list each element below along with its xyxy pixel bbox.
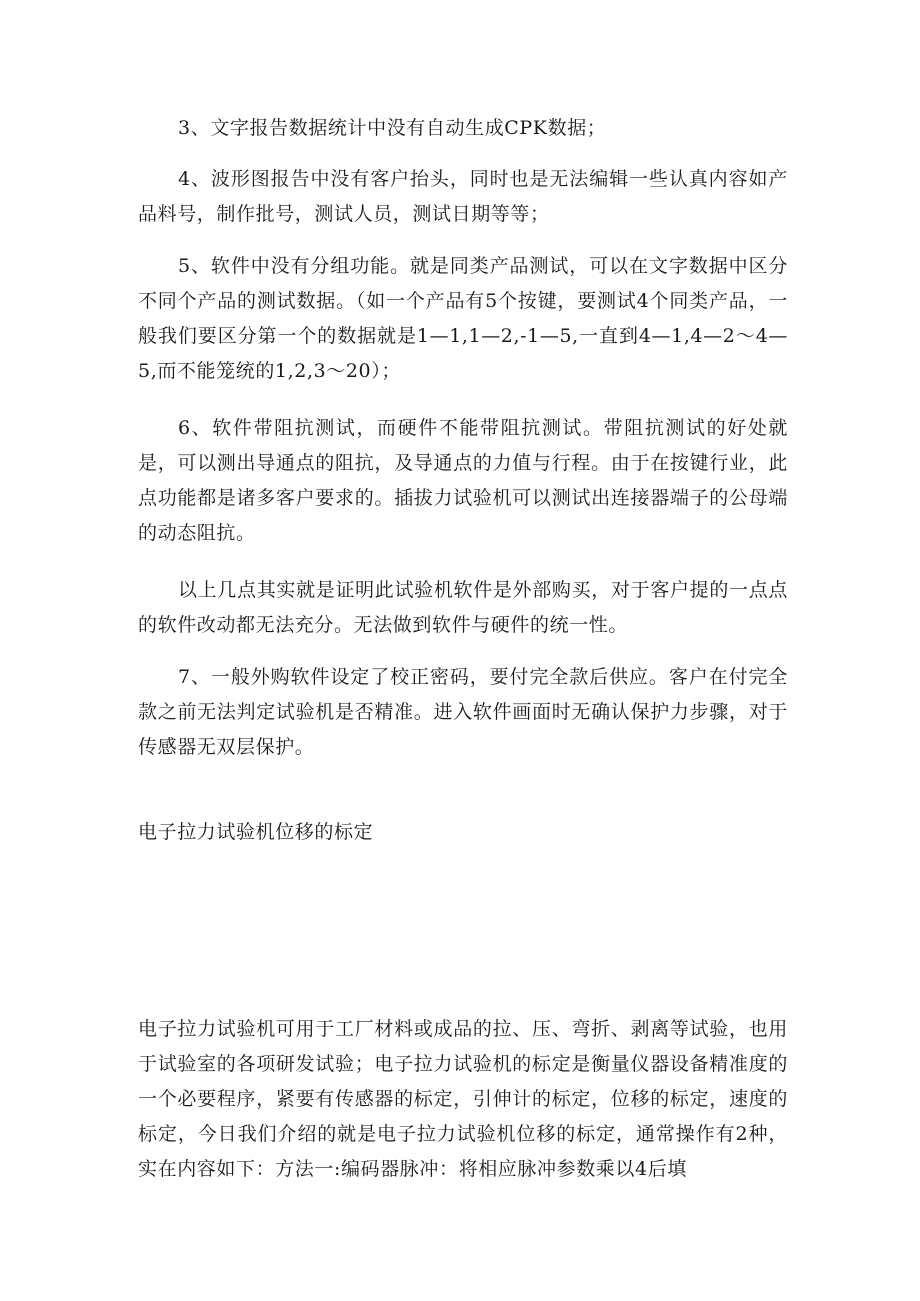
section-body-paragraph: 电子拉力试验机可用于工厂材料或成品的拉、压、弯折、剥离等试验，也用于试验室的各项研发试验；电子拉力试验机的标定是衡量仪器设备精准度的一个必要程序，紧要有传感器的标定，引伸计的标定，位移的标定，速度的标定，今日我们介绍的就是电子拉力试验机位移的标定，通常操作有2种，实在内容如下：方法一:编码器脉冲：将相应脉冲参数乘以4后填 xyxy=(138,1018,788,1180)
paragraph-item-3: 3、文字报告数据统计中没有自动生成CPK数据； xyxy=(178,117,607,139)
paragraph-item-7: 7、一般外购软件设定了校正密码，要付完全款后供应。客户在付完全款之前无法判定试验机是否精准。进入软件画面时无确认保护力步骤，对于传感器无双层保护。 xyxy=(138,666,788,758)
section-heading: 电子拉力试验机位移的标定 xyxy=(138,821,374,843)
paragraph-summary: 以上几点其实就是证明此试验机软件是外部购买，对于客户提的一点点的软件改动都无法充分。无法做到软件与硬件的统一性。 xyxy=(138,579,788,636)
paragraph-item-5: 5、软件中没有分组功能。就是同类产品测试，可以在文字数据中区分不同个产品的测试数据。（如一个产品有5个按键，要测试4个同类产品，一般我们要区分第一个的数据就是1—1,1—2,-1—5,一直到4—1,4—2～4—5,而不能笼统的1,2,3～20）； xyxy=(138,255,788,382)
paragraph-item-6: 6、软件带阻抗测试，而硬件不能带阻抗测试。带阻抗测试的好处就是，可以测出导通点的阻抗，及导通点的力值与行程。由于在按键行业，此点功能都是诸多客户要求的。插拔力试验机可以测试出连接器端子的公母端的动态阻抗。 xyxy=(138,417,788,544)
paragraph-item-4: 4、波形图报告中没有客户抬头，同时也是无法编辑一些认真内容如产品料号，制作批号，测试人员，测试日期等等； xyxy=(138,168,788,225)
